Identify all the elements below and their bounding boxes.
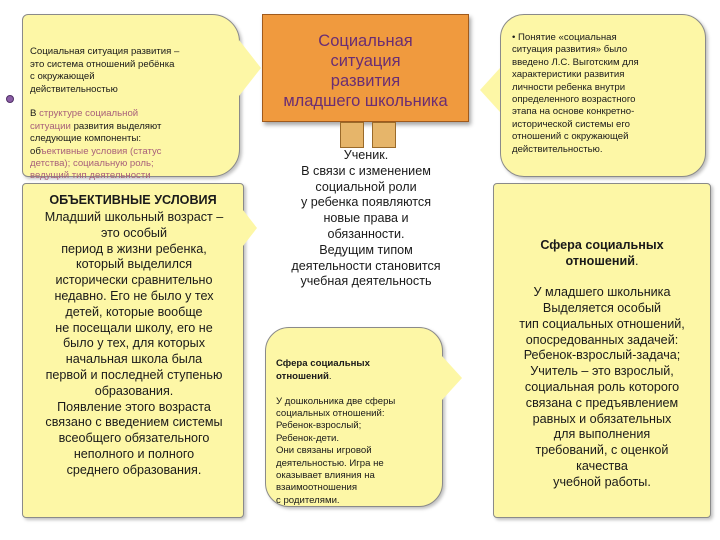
arrow-down-right <box>372 122 396 148</box>
callout-intro-text: Социальная ситуация развития – это система отношений ребёнка с окружающей действительностью <box>30 46 180 95</box>
callout-highlight-2: ъективные условия (статус детства); социальную роль; ведущий тип деятельности <box>30 145 162 182</box>
callout-bullet-prefix: В <box>30 108 40 120</box>
preschool-sphere-heading-dot: . <box>328 370 332 382</box>
page-title: Социальная ситуация развития младшего школьника <box>283 32 448 110</box>
preschool-sphere-pointer <box>442 356 462 400</box>
callout-highlight-1: структуре социальной ситуации <box>30 108 139 132</box>
objective-conditions-pointer <box>243 210 257 246</box>
school-sphere-heading: Сфера социальных отношений <box>540 237 664 268</box>
top-left-callout-text <box>30 34 235 183</box>
callout-bullet-middle: развития выделяют следующие компоненты: об <box>30 120 162 157</box>
objective-conditions-heading: ОБЪЕКТИВНЫЕ УСЛОВИЯ <box>49 193 217 207</box>
objective-conditions-body: Младший школьный возраст – это особый период в жизни ребенка, который выделился исторически сравнительно недавно. Его не было у тех детей, которые вообще не посещали школу, его не было у тех, для которых начальная школа была первой и последней ступенью образования. Появление этого возраста связано с введением системы всеобщего обязательного неполного и полного среднего образования. <box>44 210 224 477</box>
preschool-sphere-text <box>276 346 441 507</box>
school-sphere-heading-dot: . <box>634 253 639 268</box>
school-sphere-body: У младшего школьника Выделяется особый тип социальных отношений, опосредованных задачей: Ребенок-взрослый-задача; Учитель – это взрослый, социальная роль которого связана с предъявлением равных и обязательных для выполнения требований, с оценкой качества учебной работы. <box>519 285 685 489</box>
preschool-sphere-heading: Сфера социальных отношений <box>276 358 370 382</box>
bullet-icon <box>6 95 14 103</box>
top-right-callout-text: • Понятие «социальная ситуация развития» было введено Л.С. Выготским для характеристики развития личности ребенка внутри определенного возрастного этапа на основе конкретно- исторической системы его отношений с окружающей действительностью. <box>512 32 639 155</box>
top-right-callout-pointer <box>480 68 500 112</box>
arrow-down-left <box>340 122 364 148</box>
top-left-callout-pointer <box>239 40 261 96</box>
preschool-sphere-body: У дошкольника две сферы социальных отношений: Ребенок-взрослый; Ребенок-дети. Они связаны игровой деятельностью. Игра не оказывает влияния на взаимоотношения с родителями. <box>276 395 396 506</box>
school-sphere-text <box>493 222 711 491</box>
center-title-box <box>262 14 469 122</box>
student-text: Ученик. В связи с изменением социальной роли у ребенка появляются новые права и обязанности. Ведущим типом деятельности становится учебная деятельность <box>291 148 441 289</box>
